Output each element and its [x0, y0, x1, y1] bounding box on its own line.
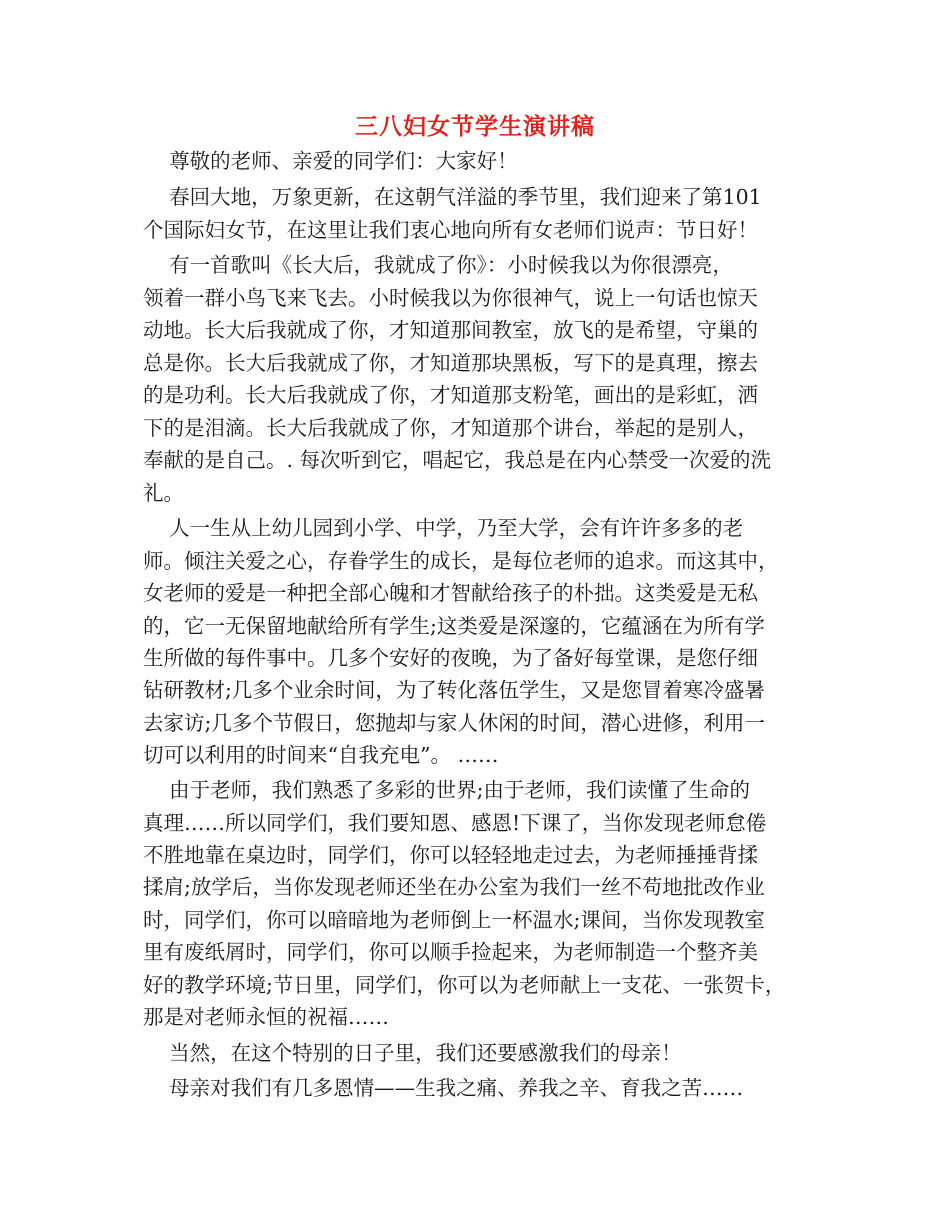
paragraph-line: 师。倾注关爱之心，存眷学生的成长，是每位老师的追求。而这其中， — [143, 549, 779, 573]
paragraph-line: 尊敬的老师、亲爱的同学们：大家好！ — [143, 149, 518, 173]
paragraph-line: 钻研教材;几多个业余时间，为了转化落伍学生，又是您冒着寒冷盛暑 — [143, 678, 765, 702]
paragraph-line: 的是功利。长大后我就成了你，才知道那支粉笔，画出的是彩虹，洒 — [143, 383, 758, 407]
paragraph-line: 那是对老师永恒的祝福…… — [143, 1005, 389, 1029]
paragraph-line: 里有废纸屑时，同学们，你可以顺手捡起来，为老师制造一个整齐美 — [143, 940, 758, 964]
paragraph-line: 去家访;几多个节假日，您抛却与家人休闲的时间，潜心进修，利用一 — [143, 711, 765, 735]
paragraph-line: 生所做的每件事中。几多个安好的夜晚，为了备好每堂课，是您仔细 — [143, 646, 758, 670]
paragraph-line: 切可以利用的时间来“自我充电”。 …… — [143, 743, 499, 767]
paragraph-line: 春回大地，万象更新，在这朝气洋溢的季节里，我们迎来了第101 — [143, 185, 762, 209]
paragraph-line: 不胜地靠在桌边时，同学们，你可以轻轻地走过去，为老师捶捶背揉 — [143, 843, 758, 867]
paragraph-line: 有一首歌叫《长大后，我就成了你》：小时候我以为你很漂亮， — [143, 253, 733, 277]
paragraph-line: 由于老师，我们熟悉了多彩的世界;由于老师，我们读懂了生命的 — [143, 778, 750, 802]
paragraph-line: 动地。长大后我就成了你，才知道那间教室，放飞的是希望，守巢的 — [143, 318, 758, 342]
paragraph-line: 当然，在这个特别的日子里，我们还要感激我们的母亲！ — [143, 1041, 682, 1065]
paragraph-line: 真理……所以同学们，我们要知恩、感恩!下课了，当你发现老师怠倦 — [143, 811, 767, 835]
paragraph-line: 女老师的爱是一种把全部心魄和才智献给孩子的朴拙。这类爱是无私 — [143, 581, 758, 605]
paragraph-line: 的，它一无保留地献给所有学生;这类爱是深邃的，它蕴涵在为所有学 — [143, 614, 765, 638]
document-title: 三八妇女节学生演讲稿 — [355, 114, 595, 140]
paragraph-line: 好的教学环境;节日里，同学们，你可以为老师献上一支花、一张贺卡， — [143, 973, 786, 997]
paragraph-line: 揉肩;放学后，当你发现老师还坐在办公室为我们一丝不苟地批改作业 — [143, 875, 765, 899]
paragraph-line: 母亲对我们有几多恩情——生我之痛、养我之辛、育我之苦…… — [143, 1076, 744, 1100]
paragraph-line: 奉献的是自己。. 每次听到它，唱起它，我总是在内心禁受一次爱的洗 — [143, 448, 772, 472]
paragraph-line: 礼。 — [143, 481, 184, 505]
paragraph-line: 个国际妇女节，在这里让我们衷心地向所有女老师们说声：节日好！ — [143, 218, 758, 242]
paragraph-line: 时，同学们，你可以暗暗地为老师倒上一杯温水;课间，当你发现教室 — [143, 908, 765, 932]
paragraph-line: 人一生从上幼儿园到小学、中学，乃至大学，会有许许多多的老 — [143, 516, 744, 540]
paragraph-line: 领着一群小鸟飞来飞去。小时候我以为你很神气，说上一句话也惊天 — [143, 286, 758, 310]
paragraph-line: 总是你。长大后我就成了你，才知道那块黑板，写下的是真理，擦去 — [143, 351, 758, 375]
paragraph-line: 下的是泪滴。长大后我就成了你，才知道那个讲台，举起的是别人， — [143, 416, 758, 440]
